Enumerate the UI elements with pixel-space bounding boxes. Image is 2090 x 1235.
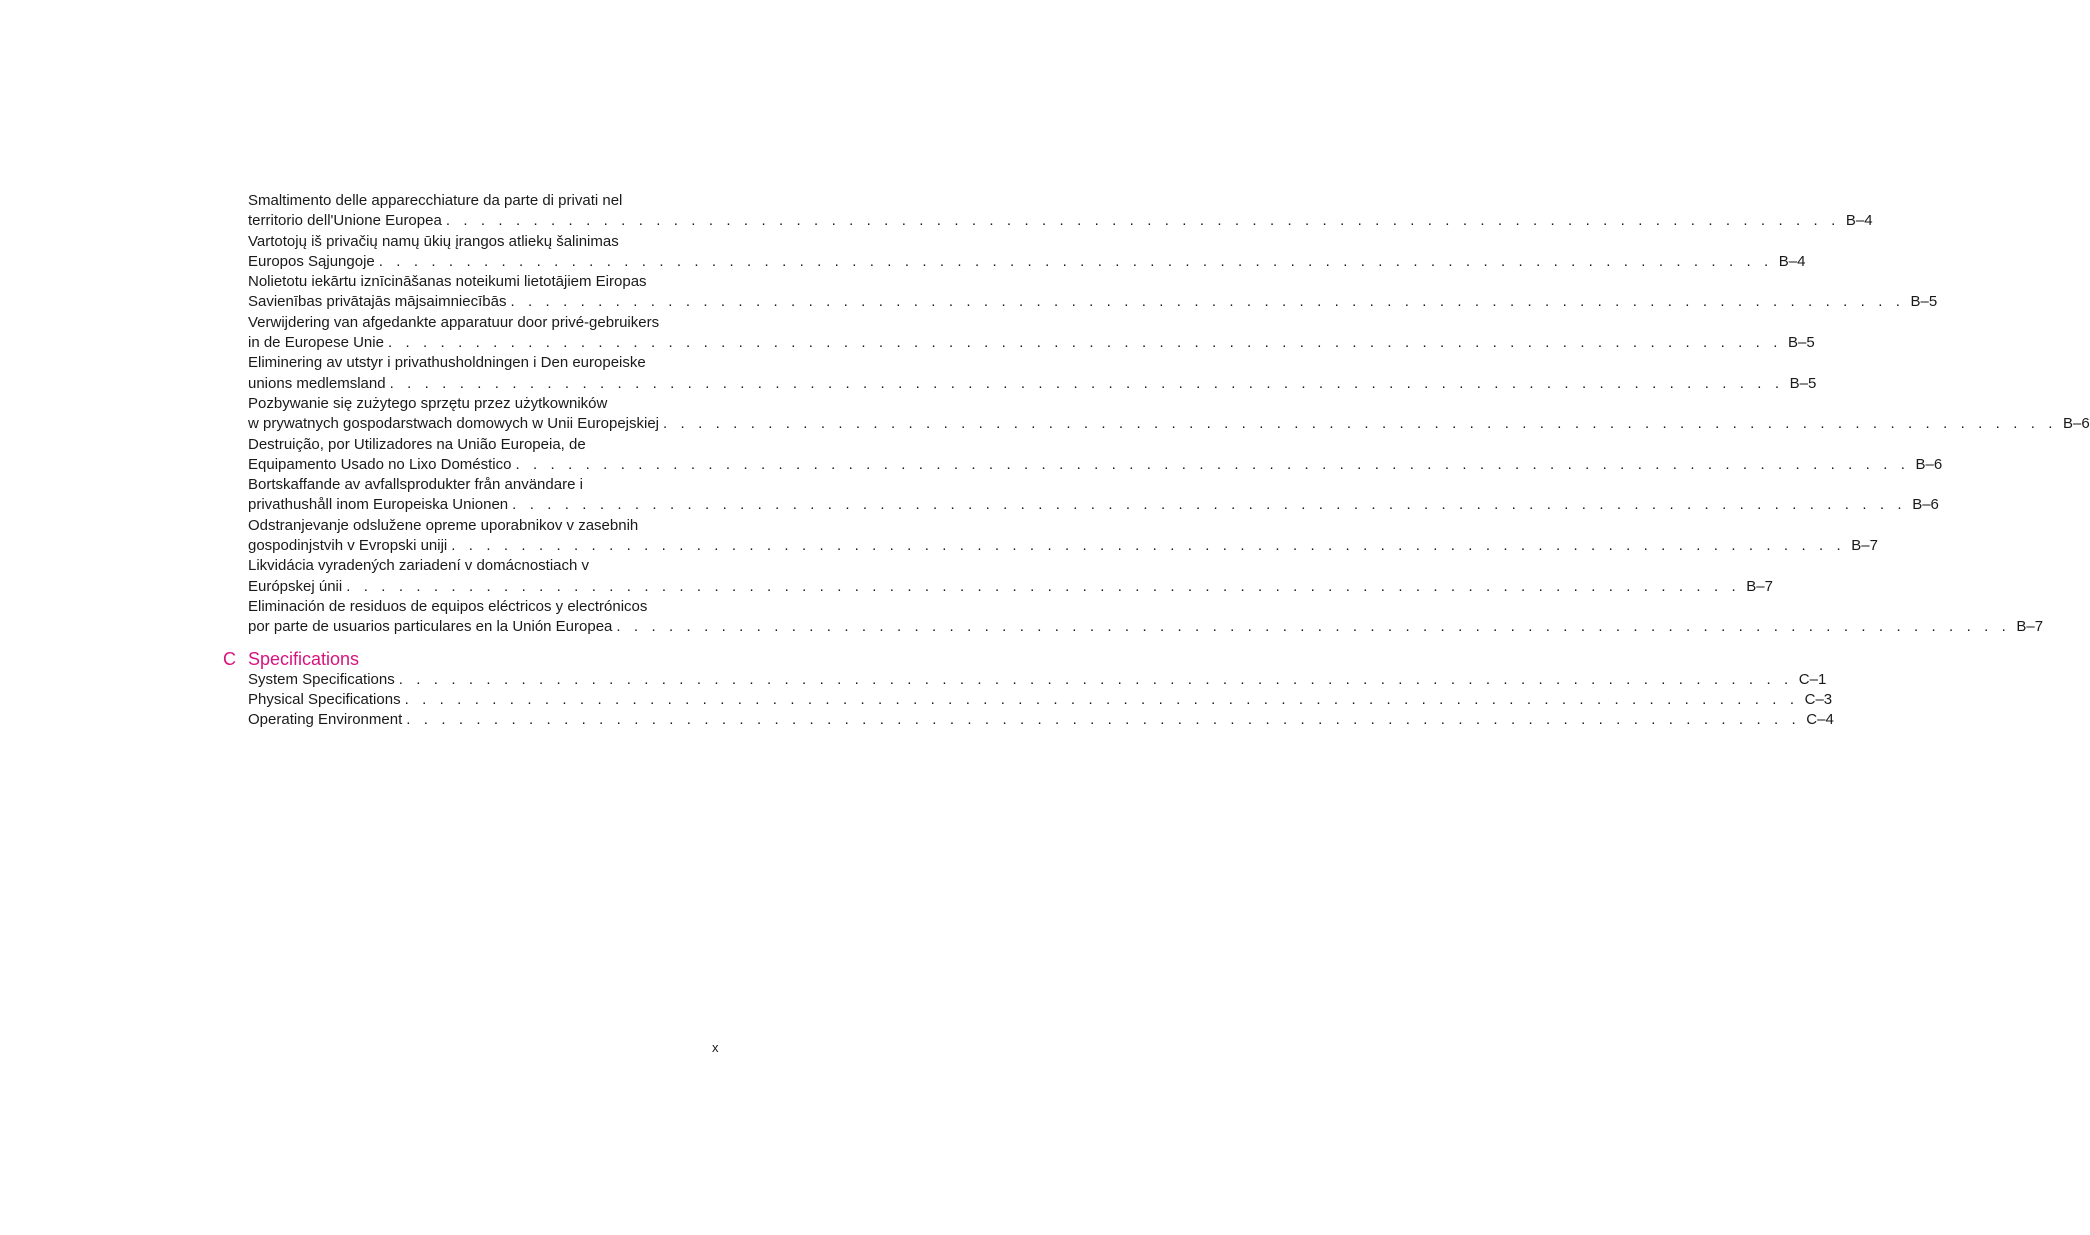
toc-entry-line[interactable] [248,556,720,576]
dot-leader: . . . . . . . . . . . . . . . . . . . . . . . . . . . . . . . . . . . . . . . . . . . . . . . . . . . . . . . . . . . . . . . . . . . . . . . . . . . . . . . . [512,496,1907,514]
entry-title: Eliminación de residuos de equipos eléctricos y electrónicos [248,597,648,615]
toc-entry-line[interactable] [248,313,720,333]
toc-entry-line[interactable] [248,232,720,252]
dot-leader: . . . . . . . . . . . . . . . . . . . . . . . . . . . . . . . . . . . . . . . . . . . . . . . . . . . . . . . . . . . . . . . . . . . . . . . . . . . . . . . . [451,537,1846,555]
toc-entry-line[interactable] [248,435,720,455]
toc-entry-line[interactable] [248,710,1834,730]
toc-entry-line[interactable] [248,272,720,292]
toc-entry-line[interactable] [248,690,1833,710]
entry-title: Eliminering av utstyr i privathusholdningen i Den europeiske [248,354,646,372]
entry-title: Savienības privātajās mājsaimniecībās [248,293,507,311]
toc-entry-line[interactable] [248,597,720,617]
entry-page-number: B–4 [1778,252,1806,270]
dot-leader: . . . . . . . . . . . . . . . . . . . . . . . . . . . . . . . . . . . . . . . . . . . . . . . . . . . . . . . . . . . . . . . . . . . . . . . . . . . . . . . . [515,455,1910,473]
section-heading-c[interactable] [223,648,720,670]
dot-leader: . . . . . . . . . . . . . . . . . . . . . . . . . . . . . . . . . . . . . . . . . . . . . . . . . . . . . . . . . . . . . . . . . . . . . . . . . . . . . . . . [616,618,2011,636]
appendix-c-entries [248,670,1834,731]
entry-title: Destruição, por Utilizadores na União Europeia, de [248,435,586,453]
entry-page-number: B–4 [1845,212,1873,230]
entry-page-number: B–7 [2016,618,2044,636]
entry-title: Vartotojų iš privačių namų ūkių įrangos atliekų šalinimas [248,232,619,250]
entry-page-number: B–5 [1789,374,1817,392]
section-letter: C [223,648,236,669]
dot-leader: . . . . . . . . . . . . . . . . . . . . . . . . . . . . . . . . . . . . . . . . . . . . . . . . . . . . . . . . . . . . . . . . . . . . . . . . . . . . . . . . [398,670,1793,688]
entry-page-number: B–7 [1851,537,1878,555]
dot-leader: . . . . . . . . . . . . . . . . . . . . . . . . . . . . . . . . . . . . . . . . . . . . . . . . . . . . . . . . . . . . . . . . . . . . . . . . . . . . . . . . [387,334,1782,352]
entry-page-number: B–6 [1915,455,1943,473]
entry-page-number: C–4 [1806,711,1834,729]
entry-title: gospodinjstvih v Evropski uniji [248,537,448,555]
table-of-contents [223,191,2090,730]
toc-entry-line[interactable] [248,191,720,211]
dot-leader: . . . . . . . . . . . . . . . . . . . . . . . . . . . . . . . . . . . . . . . . . . . . . . . . . . . . . . . . . . . . . . . . . . . . . . . . . . . . . . . . [389,374,1784,392]
dot-leader: . . . . . . . . . . . . . . . . . . . . . . . . . . . . . . . . . . . . . . . . . . . . . . . . . . . . . . . . . . . . . . . . . . . . . . . . . . . . . . . . [510,293,1905,311]
entry-page-number: B–5 [1787,334,1815,352]
entry-title: Equipamento Usado no Lixo Doméstico [248,455,512,473]
entry-page-number: C–3 [1804,690,1833,708]
toc-entry-line[interactable] [248,455,1943,475]
toc-entry-line[interactable] [248,414,2090,434]
entry-title: Operating Environment [248,711,403,729]
dot-leader: . . . . . . . . . . . . . . . . . . . . . . . . . . . . . . . . . . . . . . . . . . . . . . . . . . . . . . . . . . . . . . . . . . . . . . . . . . . . . . . . [378,252,1773,270]
dot-leader: . . . . . . . . . . . . . . . . . . . . . . . . . . . . . . . . . . . . . . . . . . . . . . . . . . . . . . . . . . . . . . . . . . . . . . . . . . . . . . . . [445,212,1840,230]
page-number: x [712,1040,719,1055]
toc-entry-line[interactable] [248,475,720,495]
section-title: Specifications [248,648,360,669]
toc-entry-line[interactable] [248,617,2044,637]
entry-title: Smaltimento delle apparecchiature da parte di privati nel [248,192,623,209]
entry-title: Európskej únii [248,577,343,595]
dot-leader: . . . . . . . . . . . . . . . . . . . . . . . . . . . . . . . . . . . . . . . . . . . . . . . . . . . . . . . . . . . . . . . . . . . . . . . . . . . . . . . . [404,690,1799,708]
entry-title: Likvidácia vyradených zariadení v domácnostiach v [248,557,590,575]
toc-entry-line[interactable] [248,252,1806,272]
entry-title: Verwijdering van afgedankte apparatuur door privé-gebruikers [248,313,660,331]
entry-page-number: B–5 [1910,293,1938,311]
toc-entry-line[interactable] [248,495,1939,515]
dot-leader: . . . . . . . . . . . . . . . . . . . . . . . . . . . . . . . . . . . . . . . . . . . . . . . . . . . . . . . . . . . . . . . . . . . . . . . . . . . . . . . . [406,711,1801,729]
toc-entry-line[interactable] [248,333,1815,353]
toc-entry-line[interactable] [248,353,720,373]
entry-title: Nolietotu iekārtu iznīcināšanas noteikumi lietotājiem Eiropas [248,273,647,291]
toc-entry-line[interactable] [248,211,1873,231]
toc-entry-line[interactable] [248,394,720,414]
entry-title: Europos Sąjungoje [248,252,375,270]
entry-title: Bortskaffande av avfallsprodukter från användare i [248,476,583,494]
entry-page-number: B–7 [1746,577,1773,595]
entry-page-number: B–6 [2063,415,2090,433]
entry-title: unions medlemsland [248,374,386,392]
toc-entry-line[interactable] [248,516,720,536]
entry-title: Odstranjevanje odslužene opreme uporabnikov v zasebnih [248,516,639,534]
entry-title: System Specifications [248,670,395,688]
toc-entry-line[interactable] [248,536,1878,556]
entry-title: Pozbywanie się zużytego sprzętu przez użytkowników [248,394,608,412]
entry-page-number: C–1 [1798,670,1827,688]
entry-title: por parte de usuarios particulares en la Unión Europea [248,618,613,636]
toc-entry-line[interactable] [248,670,1827,690]
appendix-b-entries [248,191,2090,638]
entry-page-number: B–6 [1912,496,1939,514]
toc-entry-line[interactable] [248,292,1938,312]
entry-title: privathushåll inom Europeiska Unionen [248,496,509,514]
entry-title: in de Europese Unie [248,334,384,352]
entry-title: Physical Specifications [248,690,401,708]
toc-entry-line[interactable] [248,374,1817,394]
dot-leader: . . . . . . . . . . . . . . . . . . . . . . . . . . . . . . . . . . . . . . . . . . . . . . . . . . . . . . . . . . . . . . . . . . . . . . . . . . . . . . . . [346,577,1741,595]
entry-title: territorio dell'Unione Europea [248,212,442,230]
toc-entry-line[interactable] [248,577,1773,597]
dot-leader: . . . . . . . . . . . . . . . . . . . . . . . . . . . . . . . . . . . . . . . . . . . . . . . . . . . . . . . . . . . . . . . . . . . . . . . . . . . . . . . . [663,415,2058,433]
entry-title: w prywatnych gospodarstwach domowych w Unii Europejskiej [248,415,660,433]
